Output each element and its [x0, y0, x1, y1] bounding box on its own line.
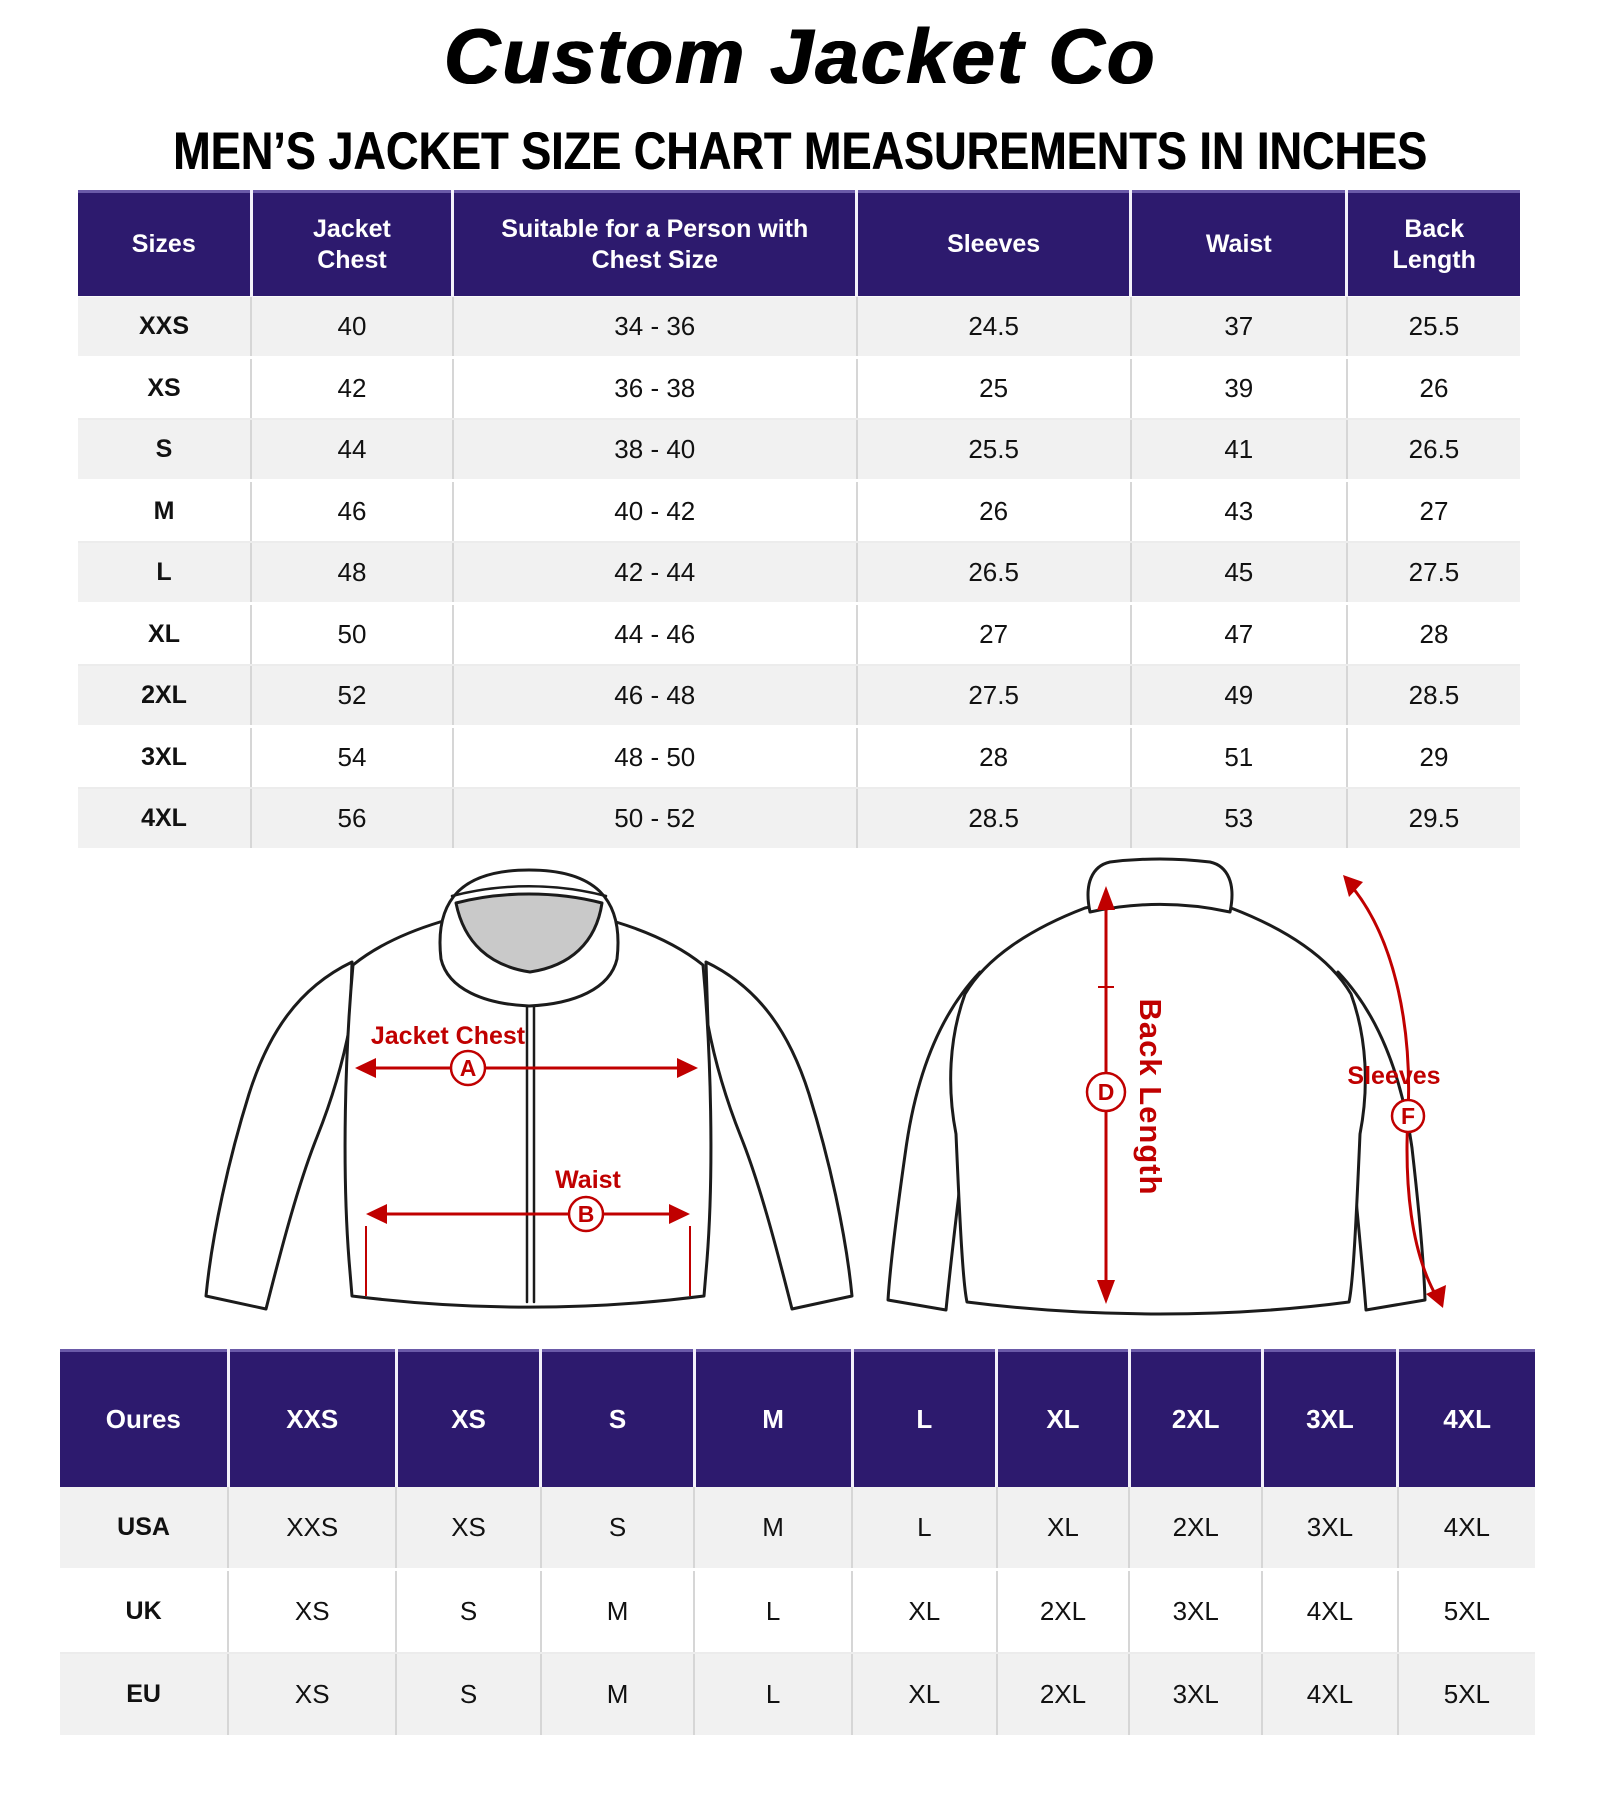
- cell: 28: [857, 727, 1131, 789]
- cell: 26: [857, 481, 1131, 543]
- cell: L: [694, 1653, 852, 1737]
- cell: XL: [997, 1487, 1130, 1570]
- column-header: L: [852, 1351, 997, 1488]
- cell: 4XL: [1398, 1487, 1535, 1570]
- cell: S: [396, 1653, 541, 1737]
- size-label: 3XL: [78, 727, 251, 789]
- cell: 40 - 42: [453, 481, 857, 543]
- column-header: Back Length: [1347, 192, 1520, 297]
- cell: 36 - 38: [453, 358, 857, 420]
- cell: XL: [852, 1570, 997, 1654]
- page-title: Custom Jacket Co: [443, 12, 1157, 100]
- table-row: [78, 358, 1520, 420]
- cell: 48: [251, 542, 453, 604]
- cell: 42: [251, 358, 453, 420]
- cell: 48 - 50: [453, 727, 857, 789]
- cell: 51: [1131, 727, 1347, 789]
- cell: M: [541, 1653, 694, 1737]
- cell: XS: [396, 1487, 541, 1570]
- cell: 56: [251, 788, 453, 850]
- cell: XS: [228, 1570, 396, 1654]
- cell: 26.5: [1347, 419, 1520, 481]
- column-header: Waist: [1131, 192, 1347, 297]
- table-row: [78, 665, 1520, 727]
- cell: 45: [1131, 542, 1347, 604]
- column-header: XS: [396, 1351, 541, 1488]
- cell: M: [541, 1570, 694, 1654]
- column-header: 2XL: [1129, 1351, 1262, 1488]
- sleeves-label: Sleeves: [1347, 1062, 1441, 1090]
- cell: 38 - 40: [453, 419, 857, 481]
- table-row: [60, 1487, 1535, 1570]
- size-label: XS: [78, 358, 251, 420]
- table-row: [78, 727, 1520, 789]
- cell: 24.5: [857, 297, 1131, 358]
- cell: 37: [1131, 297, 1347, 358]
- column-header: 3XL: [1262, 1351, 1398, 1488]
- column-header: XL: [997, 1351, 1130, 1488]
- cell: 26: [1347, 358, 1520, 420]
- cell: L: [694, 1570, 852, 1654]
- size-label: M: [78, 481, 251, 543]
- arrow-head-top: [1343, 875, 1363, 897]
- cell: 27: [857, 604, 1131, 666]
- region-label: USA: [60, 1487, 228, 1570]
- size-chart-header-row: [78, 192, 1520, 297]
- cell: 49: [1131, 665, 1347, 727]
- cell: XXS: [228, 1487, 396, 1570]
- size-label: XXS: [78, 297, 251, 358]
- cell: 46 - 48: [453, 665, 857, 727]
- cell: 52: [251, 665, 453, 727]
- cell: 50: [251, 604, 453, 666]
- cell: L: [852, 1487, 997, 1570]
- back-jacket: [888, 859, 1446, 1314]
- cell: XS: [228, 1653, 396, 1737]
- chest-letter: A: [459, 1055, 477, 1081]
- cell: 2XL: [1129, 1487, 1262, 1570]
- table-row: [60, 1570, 1535, 1654]
- cell: 29: [1347, 727, 1520, 789]
- cell: 54: [251, 727, 453, 789]
- cell: 44 - 46: [453, 604, 857, 666]
- size-label: XL: [78, 604, 251, 666]
- column-header: Oures: [60, 1351, 228, 1488]
- size-label: 4XL: [78, 788, 251, 850]
- column-header: S: [541, 1351, 694, 1488]
- cell: 5XL: [1398, 1570, 1535, 1654]
- cell: M: [694, 1487, 852, 1570]
- table-row: [78, 604, 1520, 666]
- cell: 28.5: [1347, 665, 1520, 727]
- region-label: UK: [60, 1570, 228, 1654]
- column-header: Sleeves: [857, 192, 1131, 297]
- table-row: [78, 297, 1520, 358]
- front-left-sleeve: [206, 962, 352, 1309]
- cell: 28: [1347, 604, 1520, 666]
- table-row: [60, 1653, 1535, 1737]
- cell: 46: [251, 481, 453, 543]
- cell: 47: [1131, 604, 1347, 666]
- waist-letter: B: [577, 1201, 595, 1227]
- cell: 25: [857, 358, 1131, 420]
- cell: 27.5: [1347, 542, 1520, 604]
- size-chart-table: [78, 190, 1520, 851]
- cell: 4XL: [1262, 1570, 1398, 1654]
- arrow-head-bottom: [1426, 1285, 1446, 1308]
- column-header: Jacket Chest: [251, 192, 453, 297]
- cell: 5XL: [1398, 1653, 1535, 1737]
- cell: 3XL: [1262, 1487, 1398, 1570]
- conversion-header-row: [60, 1351, 1535, 1488]
- cell: 39: [1131, 358, 1347, 420]
- cell: 28.5: [857, 788, 1131, 850]
- cell: 26.5: [857, 542, 1131, 604]
- table-row: [78, 419, 1520, 481]
- table-row: [78, 542, 1520, 604]
- cell: 43: [1131, 481, 1347, 543]
- cell: 29.5: [1347, 788, 1520, 850]
- cell: 44: [251, 419, 453, 481]
- cell: XL: [852, 1653, 997, 1737]
- cell: 50 - 52: [453, 788, 857, 850]
- cell: 27.5: [857, 665, 1131, 727]
- measurement-diagram: [0, 790, 1600, 1350]
- back-length-label: Back Length: [1133, 998, 1168, 1196]
- table-row: [78, 481, 1520, 543]
- column-header: M: [694, 1351, 852, 1488]
- cell: 2XL: [997, 1570, 1130, 1654]
- size-label: L: [78, 542, 251, 604]
- column-header: 4XL: [1398, 1351, 1535, 1488]
- cell: 27: [1347, 481, 1520, 543]
- cell: 25.5: [857, 419, 1131, 481]
- cell: 25.5: [1347, 297, 1520, 358]
- page-subtitle: MEN’S JACKET SIZE CHART MEASUREMENTS IN INCHES: [173, 122, 1427, 181]
- region-label: EU: [60, 1653, 228, 1737]
- waist-label: Waist: [555, 1166, 621, 1194]
- size-label: S: [78, 419, 251, 481]
- cell: S: [541, 1487, 694, 1570]
- cell: S: [396, 1570, 541, 1654]
- cell: 3XL: [1129, 1570, 1262, 1654]
- cell: 40: [251, 297, 453, 358]
- column-header: Suitable for a Person with Chest Size: [453, 192, 857, 297]
- cell: 41: [1131, 419, 1347, 481]
- column-header: XXS: [228, 1351, 396, 1488]
- cell: 4XL: [1262, 1653, 1398, 1737]
- cell: 34 - 36: [453, 297, 857, 358]
- cell: 3XL: [1129, 1653, 1262, 1737]
- cell: 42 - 44: [453, 542, 857, 604]
- sleeves-letter: F: [1400, 1103, 1416, 1129]
- size-label: 2XL: [78, 665, 251, 727]
- front-right-sleeve: [706, 962, 852, 1309]
- cell: 2XL: [997, 1653, 1130, 1737]
- cell: 53: [1131, 788, 1347, 850]
- back-length-letter: D: [1097, 1079, 1115, 1105]
- size-conversion-table: [60, 1349, 1535, 1738]
- chest-label: Jacket Chest: [370, 1022, 526, 1050]
- column-header: Sizes: [78, 192, 251, 297]
- front-jacket: [206, 870, 852, 1309]
